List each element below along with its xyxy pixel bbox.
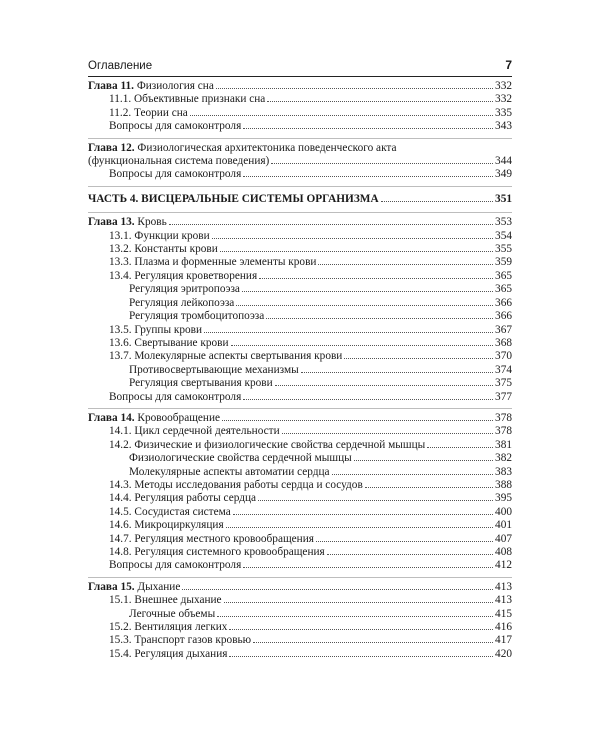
entry-text: 14.4. Регуляция работы сердца [109, 492, 257, 505]
toc-entry[interactable] [88, 621, 512, 634]
page-ref: 400 [495, 505, 512, 518]
page-ref: 381 [495, 438, 512, 451]
toc-subentry[interactable] [88, 364, 512, 377]
page-ref: 365 [495, 269, 512, 282]
leader-dots [318, 263, 493, 265]
entry-text: 14.1. Цикл сердечной деятельности [109, 425, 280, 438]
chapter-label: Глава 14. [88, 411, 135, 424]
page-ref: 407 [495, 532, 512, 545]
leader-dots [190, 114, 493, 116]
leader-dots [204, 331, 493, 333]
entry-text: 14.2. Физические и физиологические свойства сердечной мышцы [109, 438, 426, 451]
leader-dots [229, 628, 493, 630]
entry-text: 11.1. Объективные признаки сна [109, 93, 266, 106]
leader-dots [229, 655, 493, 657]
page-ref: 388 [495, 478, 512, 491]
leader-dots [381, 200, 493, 202]
toc-chapter-entry-cont[interactable] [88, 155, 512, 168]
toc-review-entry[interactable] [88, 391, 512, 404]
leader-dots [365, 486, 493, 488]
running-head [88, 58, 512, 77]
toc-entry[interactable] [88, 350, 512, 363]
page-ref: 344 [495, 155, 512, 168]
chapter-title: Физиология сна [136, 80, 214, 92]
toc-review-entry[interactable] [88, 168, 512, 181]
entry-text: 14.3. Методы исследования работы сердца и сосудов [109, 478, 363, 491]
toc-entry[interactable] [88, 256, 512, 269]
toc-subentry[interactable] [88, 466, 512, 479]
page-ref: 375 [495, 377, 512, 390]
toc-entry[interactable] [88, 439, 512, 452]
page-ref: 353 [495, 216, 512, 229]
page-ref: 374 [495, 363, 512, 376]
header-title: Оглавление [88, 60, 153, 72]
entry-text: Вопросы для самоконтроля [109, 120, 242, 133]
part-title: ЧАСТЬ 4. ВИСЦЕРАЛЬНЫЕ СИСТЕМЫ ОРГАНИЗМА [88, 192, 379, 205]
toc-entry[interactable] [88, 519, 512, 532]
page-ref: 377 [495, 390, 512, 403]
leader-dots [332, 473, 494, 475]
page-ref: 355 [495, 243, 512, 256]
toc-chapter-entry[interactable] [88, 80, 512, 93]
entry-text: 14.5. Сосудистая система [109, 505, 231, 518]
toc-chapter-entry[interactable] [88, 581, 512, 594]
toc-entry[interactable] [88, 324, 512, 337]
page-ref: 413 [495, 580, 512, 593]
entry-text: Вопросы для самоконтроля [109, 390, 242, 403]
header-page-number: 7 [505, 58, 512, 72]
toc-entry[interactable] [88, 337, 512, 350]
toc-entry[interactable] [88, 546, 512, 559]
toc-entry[interactable] [88, 634, 512, 647]
leader-dots [344, 357, 493, 359]
toc-subentry[interactable] [88, 452, 512, 465]
entry-text: 13.7. Молекулярные аспекты свертывания крови [109, 350, 343, 363]
entry-text: Регуляция лейкопоэза [129, 296, 235, 309]
toc-subentry[interactable] [88, 283, 512, 296]
entry-text: Молекулярные аспекты автоматии сердца [129, 465, 330, 478]
entry-text: 13.3. Плазма и форменные элементы крови [109, 256, 317, 269]
toc-entry[interactable] [88, 270, 512, 283]
entry-text: Регуляция тромбоцитопоэза [129, 310, 265, 323]
leader-dots [301, 371, 493, 373]
page-ref: 378 [495, 411, 512, 424]
entry-text: 13.5. Группы крови [109, 323, 203, 336]
chapter-title-line1: Физиологическая архитектоника поведенческого акта [137, 141, 397, 154]
chapter-title: Кровообращение [137, 411, 221, 424]
leader-dots [266, 317, 493, 319]
entry-text: 13.2. Константы крови [109, 243, 218, 256]
toc-entry[interactable] [88, 594, 512, 607]
chapter-title-line2: (функциональная система поведения) [88, 155, 270, 168]
page-ref: 368 [495, 336, 512, 349]
toc-entry[interactable] [88, 648, 512, 661]
entry-text: 13.1. Функции крови [109, 229, 210, 242]
leader-dots [427, 446, 493, 448]
page-ref: 332 [495, 93, 512, 106]
toc-entry[interactable] [88, 107, 512, 120]
leader-dots [224, 601, 493, 603]
toc-entry[interactable] [88, 93, 512, 106]
toc-block-ch12 [88, 139, 512, 187]
entry-text: 14.8. Регуляция системного кровообращения [109, 546, 325, 558]
leader-dots [217, 615, 493, 617]
toc-block-part4 [88, 187, 512, 213]
page-ref: 415 [495, 607, 512, 620]
toc-chapter-entry[interactable] [88, 142, 512, 155]
leader-dots [220, 250, 493, 252]
entry-text: 13.4. Регуляция кроветворения [109, 269, 258, 282]
toc-entry[interactable] [88, 506, 512, 519]
toc-subentry[interactable] [88, 377, 512, 390]
chapter-title: Кровь [137, 216, 167, 229]
toc-block-ch15 [88, 578, 512, 665]
toc-entry[interactable] [88, 425, 512, 438]
leader-dots [182, 588, 493, 590]
page-ref: 349 [495, 168, 512, 181]
page-ref: 370 [495, 350, 512, 363]
page-ref: 366 [495, 310, 512, 323]
chapter-label: Глава 11. [88, 80, 134, 92]
entry-text: Противосвертывающие механизмы [129, 363, 299, 376]
leader-dots [222, 419, 493, 421]
page-ref: 416 [495, 621, 512, 634]
entry-text: 15.4. Регуляция дыхания [109, 647, 228, 660]
page-ref: 382 [495, 452, 512, 465]
toc-entry[interactable] [88, 479, 512, 492]
leader-dots [258, 499, 493, 501]
leader-dots [259, 277, 493, 279]
page-ref: 378 [495, 425, 512, 438]
toc-block-ch11 [88, 77, 512, 139]
entry-text: Регуляция эритропоэза [129, 283, 240, 296]
toc-chapter-entry[interactable] [88, 216, 512, 229]
leader-dots [282, 432, 493, 434]
leader-dots [243, 566, 493, 568]
entry-text: 15.3. Транспорт газов кровью [109, 634, 252, 647]
leader-dots [212, 237, 493, 239]
page-ref: 365 [495, 283, 512, 296]
leader-dots [231, 344, 493, 346]
page-ref: 359 [495, 256, 512, 269]
toc-review-entry[interactable] [88, 120, 512, 133]
entry-text: Вопросы для самоконтроля [109, 168, 242, 181]
chapter-label: Глава 13. [88, 216, 135, 229]
toc-block-ch13 [88, 213, 512, 409]
leader-dots [233, 513, 493, 515]
leader-dots [169, 223, 493, 225]
page-ref: 413 [495, 594, 512, 607]
page-ref: 420 [495, 647, 512, 660]
leader-dots [243, 398, 493, 400]
page-ref: 366 [495, 296, 512, 309]
page-ref: 367 [495, 323, 512, 336]
toc-entry[interactable] [88, 533, 512, 546]
toc-page [88, 58, 512, 665]
page-ref: 383 [495, 465, 512, 478]
page-ref: 401 [495, 519, 512, 532]
page-ref: 412 [495, 559, 512, 572]
entry-text: 14.6. Микроциркуляция [109, 519, 224, 532]
chapter-label: Глава 15. [88, 580, 135, 593]
entry-text: Регуляция свертывания крови [129, 377, 273, 390]
entry-text: 14.7. Регуляция местного кровообращения [109, 532, 314, 545]
chapter-title: Дыхание [137, 580, 181, 593]
page-ref: 417 [495, 634, 512, 647]
leader-dots [226, 526, 493, 528]
entry-text: 15.1. Внешнее дыхание [109, 594, 222, 607]
toc-review-entry[interactable] [88, 559, 512, 572]
page-ref: 351 [495, 192, 512, 205]
toc-subentry[interactable] [88, 310, 512, 323]
page-ref: 343 [495, 120, 512, 133]
toc-chapter-entry[interactable] [88, 412, 512, 425]
leader-dots [327, 553, 493, 555]
page-ref: 332 [495, 80, 512, 92]
chapter-label: Глава 12. [88, 141, 135, 154]
leader-dots [253, 641, 493, 643]
leader-dots [275, 384, 493, 386]
entry-text: Вопросы для самоконтроля [109, 559, 242, 572]
entry-text: Физиологические свойства сердечной мышцы [129, 452, 352, 465]
page-ref: 408 [495, 546, 512, 558]
leader-dots [236, 304, 493, 306]
entry-text: 13.6. Свертывание крови [109, 336, 229, 349]
leader-dots [243, 175, 493, 177]
leader-dots [316, 540, 493, 542]
toc-subentry[interactable] [88, 297, 512, 310]
page-ref: 395 [495, 492, 512, 505]
leader-dots [354, 459, 493, 461]
entry-text: Легочные объемы [129, 607, 216, 620]
leader-dots [267, 100, 493, 102]
leader-dots [271, 162, 493, 164]
entry-text: 15.2. Вентиляция легких [109, 621, 228, 634]
leader-dots [242, 290, 493, 292]
toc-entry[interactable] [88, 230, 512, 243]
entry-text: 11.2. Теории сна [109, 106, 188, 119]
toc-entry[interactable] [88, 243, 512, 256]
toc-part-entry[interactable] [88, 193, 512, 206]
toc-subentry[interactable] [88, 608, 512, 621]
page-ref: 354 [495, 229, 512, 242]
toc-entry[interactable] [88, 492, 512, 505]
toc-block-ch14 [88, 409, 512, 578]
leader-dots [243, 127, 493, 129]
page-ref: 335 [495, 106, 512, 119]
leader-dots [216, 87, 493, 89]
